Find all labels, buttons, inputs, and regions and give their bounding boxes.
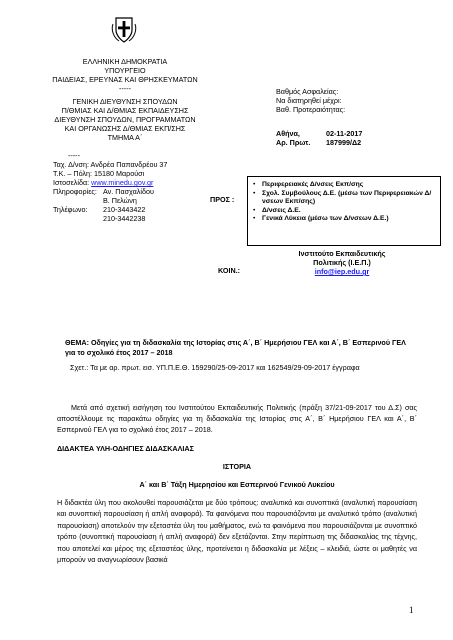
department-header [30, 97, 220, 142]
date-protocol [276, 129, 436, 147]
org-line: ΠΑΙΔΕΙΑΣ, ΕΡΕΥΝΑΣ ΚΑΙ ΘΡΗΣΚΕΥΜΑΤΩΝ [52, 75, 198, 84]
place-label: Αθήνα, [276, 129, 300, 138]
dept-line: ΤΜΗΜΑ Α΄ [107, 133, 143, 142]
org-line: ----- [119, 84, 131, 93]
info-name: Β. Πελώνη [103, 196, 137, 205]
page-number: 1 [409, 605, 414, 615]
website-label: Ιστοσελίδα: [53, 178, 90, 187]
org-line: ΥΠΟΥΡΓΕΙΟ [104, 66, 146, 75]
recipient-item: • Δ/νσεις Δ.Ε. [262, 207, 440, 216]
contact-block [53, 151, 243, 223]
dept-line: ΔΙΕΥΘΥΝΣΗ ΣΠΟΥΔΩΝ, ΠΡΟΓΡΑΜΜΑΤΩΝ [54, 115, 196, 124]
subject-line: ΘΕΜΑ: Οδηγίες για τη διδασκαλία της Ιστορίας στις Α΄, Β΄ Ημερήσιου ΓΕΛ και Α΄, Β΄ Εσπερινού ΓΕΛ για το σχολικό έτος 2017 – 2018 [65, 338, 406, 357]
org-line: ΕΛΛΗΝΙΚΗ ΔΗΜΟΚΡΑΤΙΑ [82, 57, 168, 66]
subject-heading: ΙΣΤΟΡΙΑ [222, 462, 252, 471]
cc-line: Πολιτικής (Ι.Ε.Π.) [313, 258, 371, 267]
dept-line: ΓΕΝΙΚΗ ΔΙΕΥΘΥΝΣΗ ΣΠΟΥΔΩΝ [72, 97, 178, 106]
dept-line: ΚΑΙ ΟΡΓΑΝΩΣΗΣ Δ/ΘΜΙΑΣ ΕΚΠ/ΣΗΣ [64, 124, 186, 133]
phone-number: 210-3443422 [103, 205, 146, 214]
grade-heading: Α΄ και Β΄ Τάξη Ημερησίου και Εσπερινού Γενικού Λυκείου [139, 480, 335, 489]
recipients-box [247, 176, 441, 246]
dept-line: Π/ΘΜΙΑΣ ΚΑΙ Δ/ΘΜΙΑΣ ΕΚΠΑΙΔΕΥΣΗΣ [61, 106, 189, 115]
cc-label: ΚΟΙΝ.: [218, 266, 241, 275]
document-meta [276, 87, 436, 114]
cc-block [262, 249, 422, 276]
date-value: 02-11-2017 [326, 129, 363, 138]
security-label: Βαθμός Ασφαλείας: [276, 87, 339, 96]
to-label: ΠΡΟΣ : [210, 195, 235, 204]
cc-line: Ινστιτούτο Εκπαιδευτικής [298, 249, 386, 258]
related-references: Σχετ.: Τα με αρ. πρωτ. εισ. ΥΠ.Π.Ε.Θ. 159290/25-09-2017 και 162549/29-09-2017 έγγραφα [70, 363, 360, 372]
greek-coat-of-arms-icon [109, 15, 139, 45]
recipient-item: • Γενικά Λύκεια (μέσω των Δ/νσεων Δ.Ε.) [262, 215, 440, 224]
ministry-header [30, 57, 220, 93]
info-name: Αν. Πασχαλίδου [103, 187, 154, 196]
section-heading: ΔΙΔΑΚΤΕΑ ΥΛΗ-ΟΔΗΓΙΕΣ ΔΙΔΑΣΚΑΛΙΑΣ [57, 444, 194, 453]
protocol-label: Αρ. Πρωτ. [276, 138, 311, 147]
syllabus-paragraph: Η διδακτέα ύλη που ακολουθεί παρουσιάζεται με δύο τρόπους: αναλυτικά και συνοπτικά (αναλυτική παρουσίαση και συνοπτική παρουσίαση ή απλή αναφορά). Τα φαινόμενα που παρουσιάζονται με αναλυτικό τρόπο (αναλυτική παρουσίαση) αποτελούν την εξεταστέα ύλη του μαθήματος, ενώ τα φαινόμενα που παρουσιάζονται με συνοπτικό τρόπο (συνοπτική παρουσίαση ή απλή αναφορά) δεν εξετάζονται. Στην περίπτωση της διδασκαλίας της τέχνης, που αποτελεί και μέρος της εξεταστέας ύλης, προτείνεται η διδασκαλία με λέξεις – κλειδιά, ώστε οι μαθητές να μπορούν να αναγνωρίσουν βασικά [57, 498, 417, 565]
intro-paragraph: Μετά από σχετική εισήγηση του Ινστιτούτου Εκπαιδευτικής Πολιτικής (πράξη 37/21-09-2017 του Δ.Σ) σας αποστέλλουμε τις παρακάτω οδηγίες για τη διδασκαλία της Ιστορίας στις Α΄, Β΄ Ημερήσιου ΓΕΛ και Α΄, Β΄ Εσπερινού ΓΕΛ για το σχολικό έτος 2017 – 2018. [57, 403, 417, 434]
phone-label: Τηλέφωνο: [53, 205, 88, 214]
info-label: Πληροφορίες: [53, 187, 97, 196]
recipient-item: • Σχολ. Συμβούλους Δ.Ε. (μέσω των Περιφερειακών Δ/νσεων Εκπ/σης) [262, 190, 440, 207]
priority-label: Βαθ. Προτεραιότητας: [276, 105, 346, 114]
retention-label: Να διατηρηθεί μέχρι: [276, 96, 342, 105]
postal-address: Τ.Κ. – Πόλη: 15180 Μαρούσι [53, 169, 145, 178]
address: Ταχ. Δ/νση: Ανδρέα Παπανδρέου 37 [53, 160, 168, 169]
phone-number: 210-3442238 [103, 214, 146, 223]
cc-email-link[interactable]: info@iep.edu.gr [314, 267, 370, 276]
recipient-item: • Περιφερειακές Δ/νσεις Εκπ/σης [262, 181, 440, 190]
website-link[interactable]: www.minedu.gov.gr [91, 178, 154, 187]
protocol-number: 187999/Δ2 [326, 138, 362, 147]
separator: ----- [68, 151, 80, 160]
